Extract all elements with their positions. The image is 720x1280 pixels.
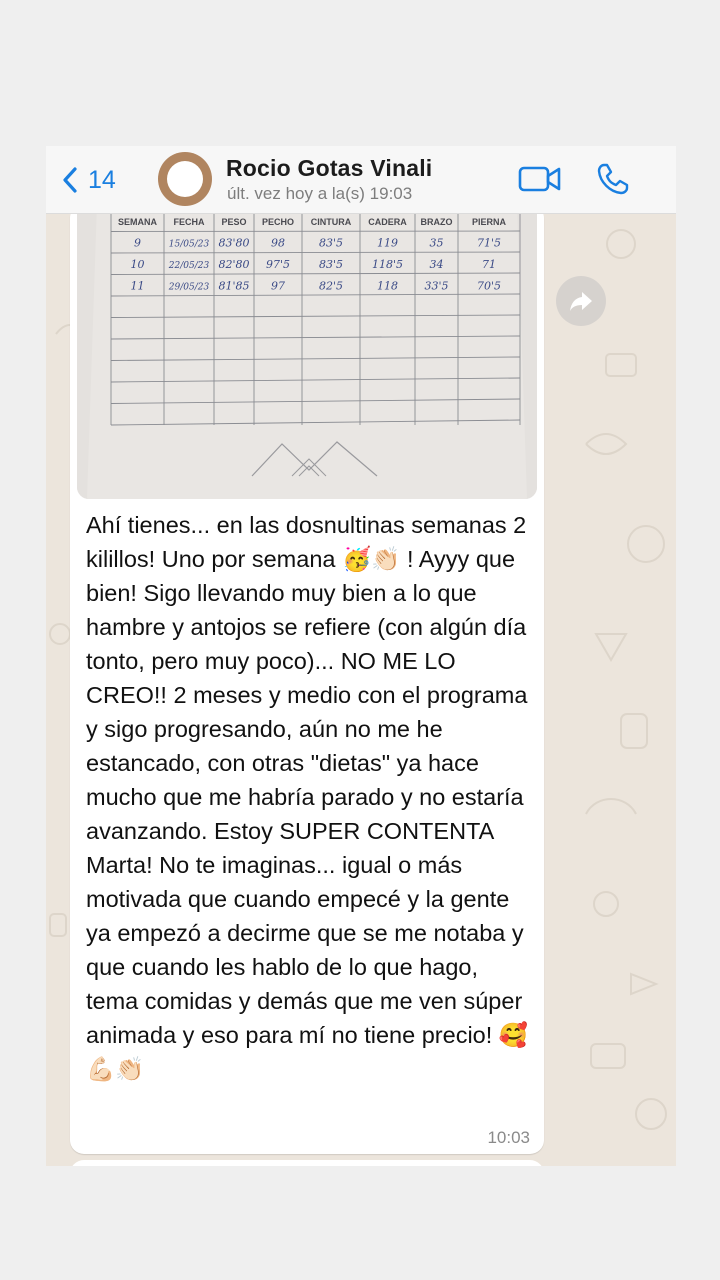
table-data-cell: 71'5 [476, 236, 502, 250]
chat-area[interactable] [46, 214, 676, 1166]
chevron-left-icon [62, 166, 78, 194]
table-header-cell: FECHA [173, 217, 205, 227]
measurement-table-image [77, 214, 537, 499]
table-data-cell: 118'5 [371, 258, 404, 271]
table-header-cell: CADERA [368, 217, 407, 227]
table-data-cell: 29/05/23 [168, 282, 210, 293]
table-header-cell: PECHO [261, 217, 295, 227]
table-grid-line [111, 231, 520, 232]
table-data-cell: 10 [130, 258, 145, 271]
message-text: Ahí tienes... en las dosnultinas semanas 2 kilillos! Uno por semana 🥳👏🏻 ! Ayyy que bien! Sigo llevando muy bien a lo que hambre y antojos se refiere (con algún día tonto, pero muy poco)... NO ME LO CREO!! 2 meses y medio con el programa y sigo progresando, aún no me he estancado, con otras "dietas" ya hace mucho que me habría parado y no estaría avanzando. Estoy SUPER CONTENTA Marta! No te imaginas... igual o más motivada que cuando empecé y la gente ya empezó a decirme que se me notaba y que cuando les hablo de lo que hago, tema comidas y demás que me ven súper animada y eso para mí no tiene precio! 🥰💪🏻👏🏻 [86, 512, 529, 1082]
back-button[interactable] [62, 162, 116, 198]
video-camera-icon[interactable] [518, 164, 562, 194]
last-seen-status: últ. vez hoy a la(s) 19:03 [227, 184, 413, 203]
table-data-cell: 9 [134, 236, 141, 250]
table-data-cell: 82'5 [318, 279, 344, 293]
incoming-message-bubble[interactable] [70, 214, 544, 1154]
chat-header [46, 146, 676, 214]
forward-arrow-icon [568, 288, 594, 314]
table-data-cell: 97'5 [265, 258, 291, 271]
table-data-cell: 83'5 [318, 258, 344, 271]
table-data-cell: 22/05/23 [168, 261, 210, 271]
table-header-cell: SEMANA [117, 217, 158, 227]
table-data-cell: 81'85 [218, 279, 250, 293]
avatar[interactable] [158, 152, 212, 206]
table-header-cell: PESO [221, 217, 247, 227]
table-data-cell: 70'5 [476, 279, 502, 293]
phone-icon[interactable] [596, 162, 630, 196]
unread-count: 14 [88, 165, 116, 194]
table-data-cell: 97 [271, 279, 285, 293]
forward-button[interactable] [556, 276, 606, 326]
table-header-cell: CINTURA [310, 217, 352, 227]
measurement-sheet-photo[interactable] [77, 214, 537, 499]
next-message-bubble[interactable] [70, 1160, 544, 1166]
table-data-cell: 11 [130, 279, 145, 293]
paper-sheet [87, 214, 527, 499]
table-data-cell: 83'80 [218, 236, 250, 250]
contact-name[interactable]: Rocio Gotas Vinali [226, 155, 433, 181]
table-header-cell: PIERNA [471, 217, 507, 227]
table-data-cell: 118 [377, 279, 398, 293]
table-data-cell: 119 [377, 236, 398, 250]
chat-screen [46, 146, 676, 1166]
table-data-cell: 83'5 [318, 236, 344, 250]
table-data-cell: 34 [429, 258, 444, 271]
table-header-cell: BRAZO [420, 217, 453, 227]
table-data-cell: 33'5 [424, 279, 449, 293]
table-data-cell: 71 [482, 258, 496, 271]
message-timestamp: 10:03 [487, 1128, 530, 1147]
table-data-cell: 15/05/23 [168, 239, 210, 250]
table-data-cell: 82'80 [218, 258, 250, 271]
table-data-cell: 98 [271, 236, 285, 250]
table-data-cell: 35 [429, 236, 444, 250]
